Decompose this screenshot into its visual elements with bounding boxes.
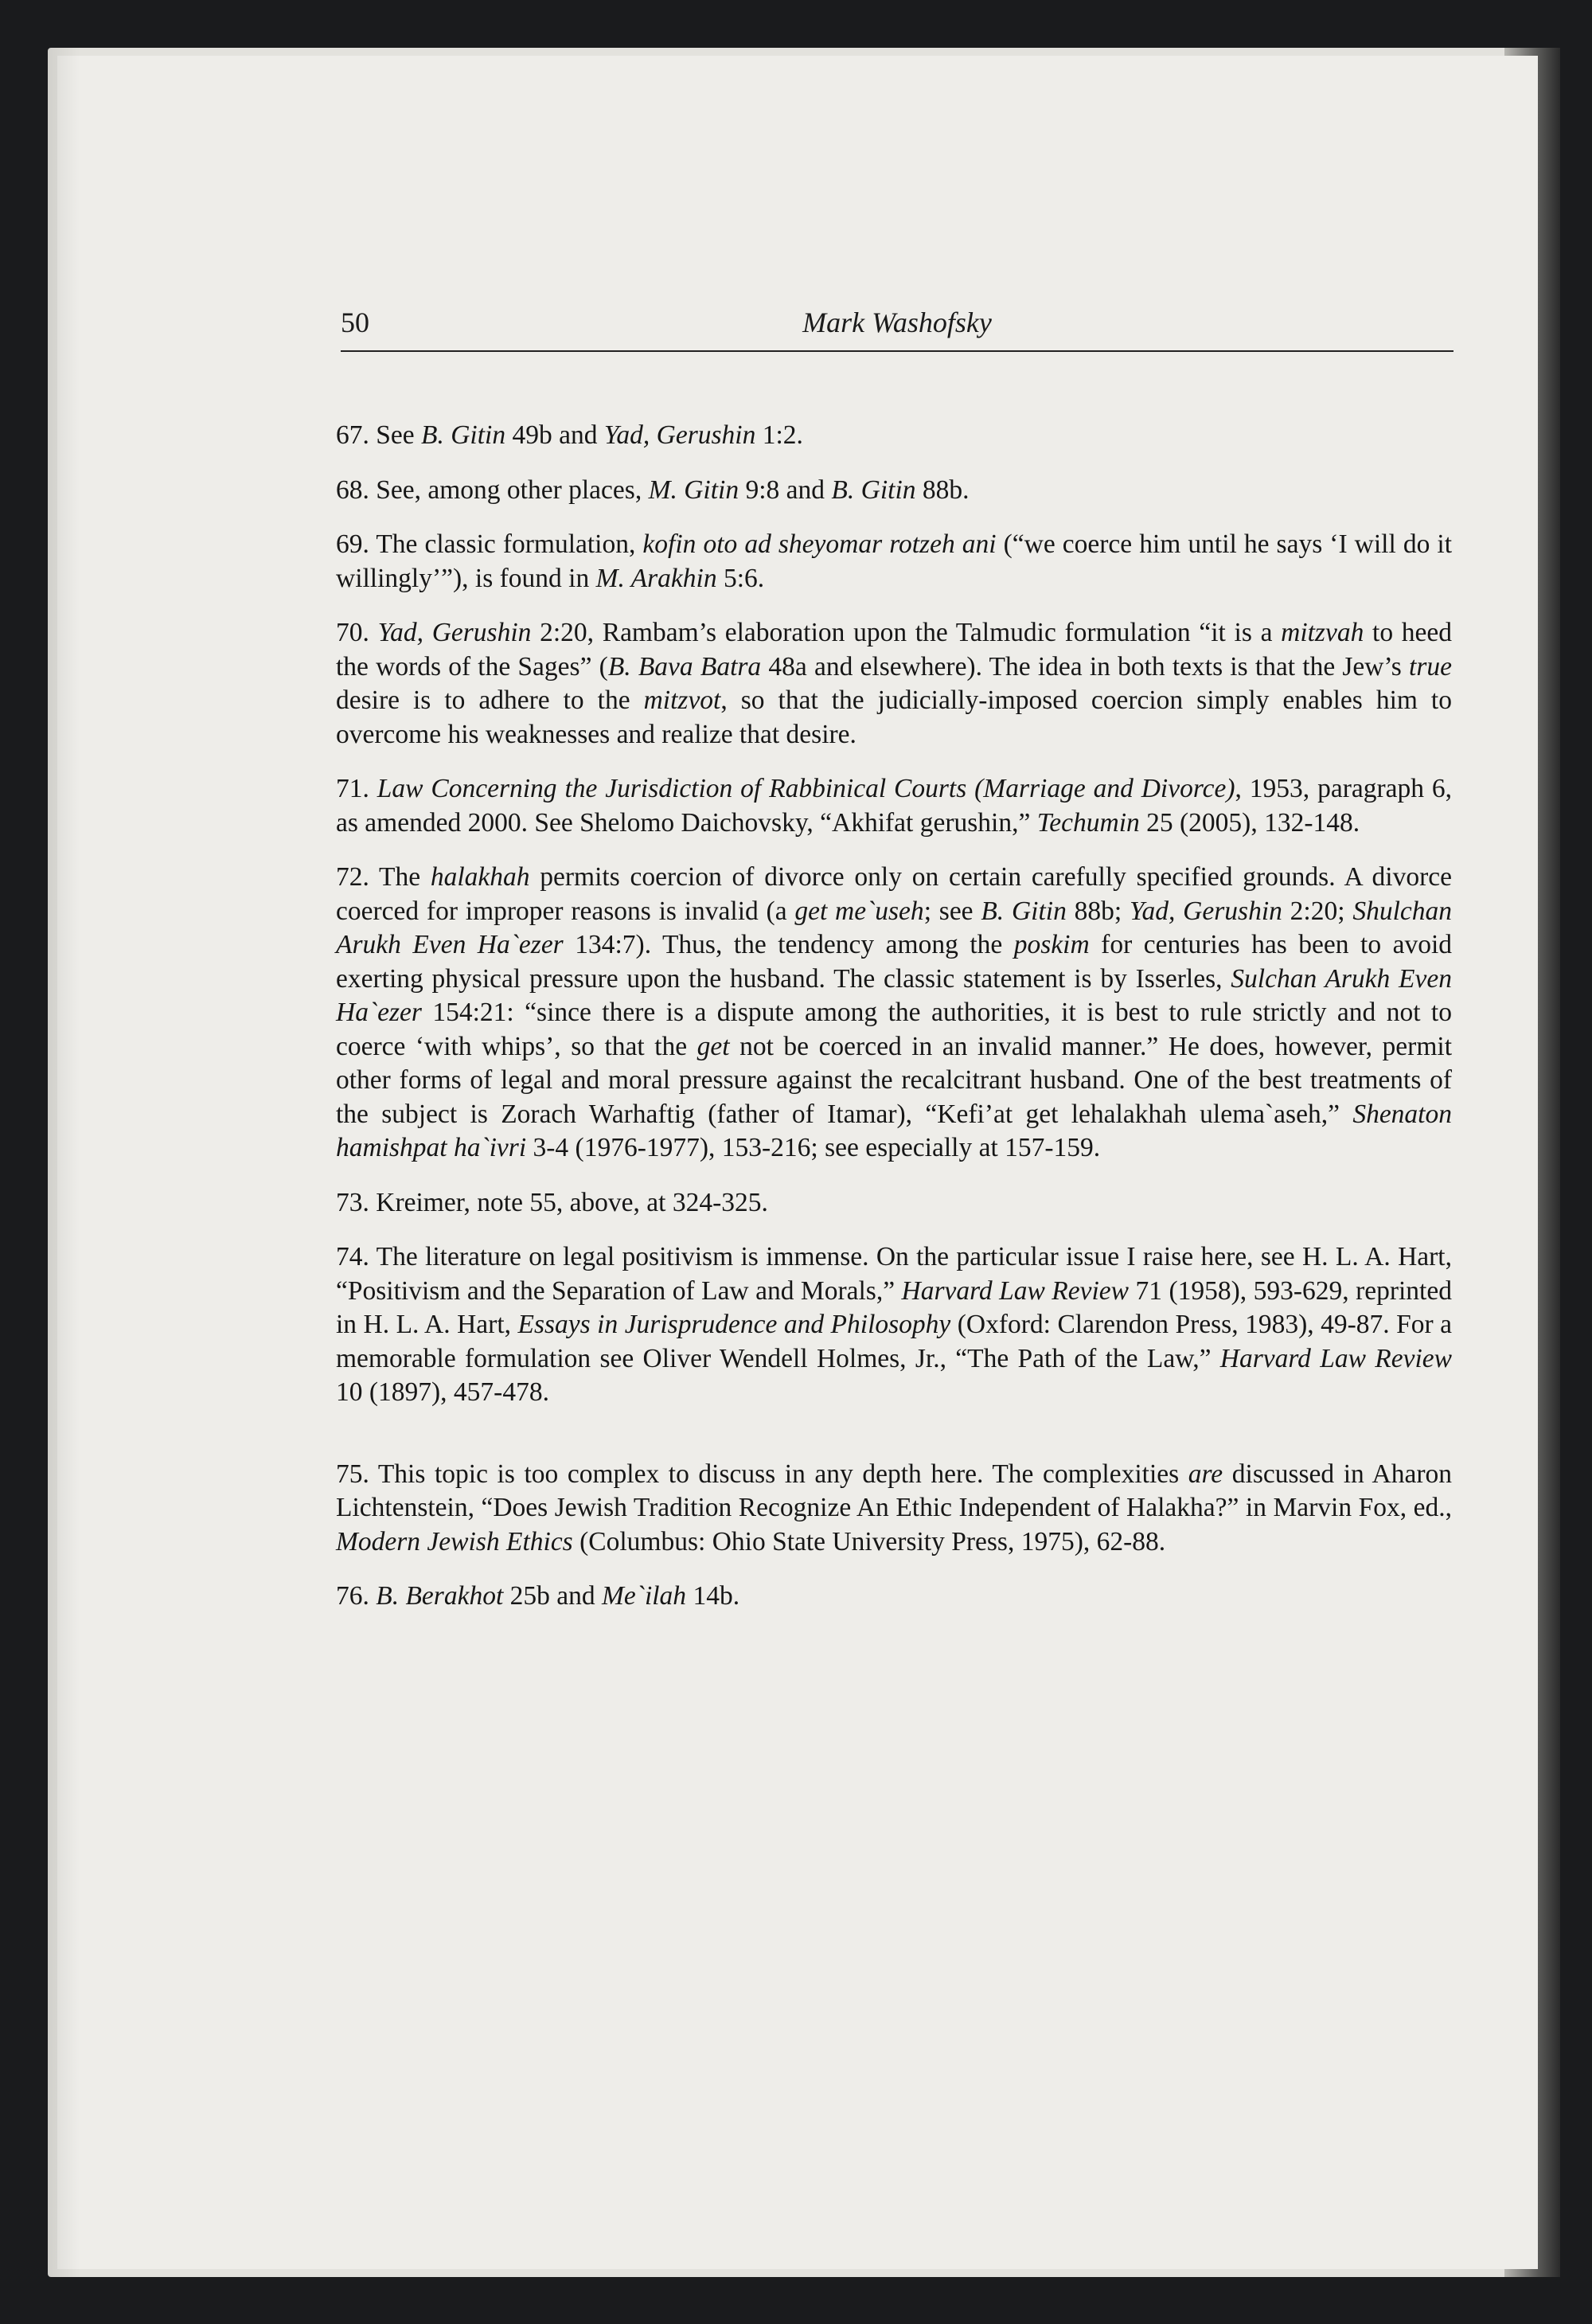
- footnote-text: permits coercion of divorce only on certain carefully specified grounds. A divorce coerced for improper reasons is invalid (a: [336, 862, 1452, 926]
- footnote-italic-text: Essays in Jurisprudence and Philosophy: [517, 1310, 951, 1339]
- footnote-italic-text: Harvard Law Review: [901, 1275, 1130, 1306]
- footnote-italic-text: poskim: [1013, 930, 1090, 959]
- footnote-italic-text: B. Gitin: [981, 896, 1067, 926]
- footnote-italic-text: M. Arakhin: [595, 563, 717, 593]
- footnote-text: 67. See: [336, 420, 421, 450]
- footnote-text: 71.: [336, 774, 377, 803]
- footnote-text: 154:21: “since there is a dispute among the authorities, it is best to rule strictly and not to coerce ‘with whips’, so that the: [336, 998, 1452, 1061]
- footnote-italic-text: Shenaton hamishpat ha`ivri: [336, 1099, 1452, 1162]
- footnote-text: 2:20;: [1282, 896, 1353, 926]
- footnote-text: 76.: [336, 1581, 377, 1611]
- footnote-text: 70.: [336, 618, 378, 647]
- footnote-italic-text: are: [1188, 1459, 1223, 1489]
- running-head: [341, 306, 1453, 352]
- footnote-text: , 1953, paragraph 6, as amended 2000. See Shelomo Daichovsky, “Akhifat gerushin,”: [336, 774, 1453, 838]
- spine-shadow: [48, 48, 80, 2277]
- footnote-text: 75. This topic is too complex to discuss in any depth here. The complexities: [336, 1459, 1188, 1489]
- footnote-text: desire is to adhere to the: [336, 685, 644, 715]
- footnote-italic-text: halakhah: [430, 862, 530, 892]
- footnote-text: 68. See, among other places,: [336, 475, 649, 505]
- footnote-73: [336, 1186, 1452, 1221]
- footnote-text: ; see: [923, 896, 981, 926]
- footnotes: [336, 419, 1452, 1635]
- footnote-74: [336, 1240, 1452, 1410]
- footnote-italic-text: Harvard Law Review: [1219, 1343, 1452, 1373]
- footnote-text: not be coerced in an invalid manner.” He does, however, permit other forms of legal and moral pressure against the recalcitrant husband. One of the best treatments of the subject is Zorach Warhaftig (father of Itamar), “Kefi’at get lehalakhah ulema`aseh,”: [336, 1031, 1453, 1129]
- footnote-text: 73. Kreimer, note 55, above, at 324-325.: [336, 1187, 768, 1217]
- footnote-text: 69. The classic formulation,: [336, 529, 643, 559]
- footnote-italic-text: kofin oto ad sheyomar rotzeh ani: [642, 529, 997, 559]
- running-head-author: Mark Washofsky: [802, 307, 992, 338]
- footnote-italic-text: mitzvot: [643, 685, 721, 715]
- footnote-text: 88b.: [915, 475, 970, 505]
- footnote-text: 48a and elsewhere). The idea in both texts is that the Jew’s: [761, 651, 1410, 682]
- footnote-italic-text: B. Berakhot: [376, 1581, 504, 1611]
- footnote-italic-text: B. Bava Batra: [607, 651, 762, 682]
- footnote-text: 72. The: [336, 862, 431, 892]
- footnote-text: 25b and: [503, 1581, 603, 1611]
- footnote-text: 3-4 (1976-1977), 153-216; see especially at 157-159.: [526, 1133, 1101, 1162]
- footnote-italic-text: Yad, Gerushin: [1129, 896, 1282, 926]
- footnote-italic-text: mitzvah: [1281, 618, 1364, 647]
- footnote-italic-text: Modern Jewish Ethics: [336, 1526, 573, 1556]
- footnote-text: to heed the words of the Sages” (: [336, 618, 1453, 682]
- footnote-70: [336, 616, 1452, 752]
- footnote-italic-text: B. Gitin: [831, 475, 916, 505]
- footnote-75: [336, 1458, 1452, 1560]
- footnote-67: [336, 419, 1452, 453]
- footnote-text: (“we coerce him until he says ‘I will do it willingly’”), is found in: [336, 529, 1453, 593]
- footnote-76: [336, 1580, 1452, 1614]
- footnote-text: 49b and: [505, 420, 604, 450]
- footnote-text: 134:7). Thus, the tendency among the: [563, 930, 1014, 959]
- footnote-text: 88b;: [1066, 896, 1130, 926]
- footnote-text: 2:20, Rambam’s elaboration upon the Talmudic formulation “it is a: [531, 618, 1282, 647]
- footnote-italic-text: Sulchan Arukh Even Ha`ezer: [336, 963, 1452, 1027]
- page-number: 50: [341, 307, 369, 338]
- footnote-italic-text: get me`useh: [794, 896, 924, 926]
- footnote-text: for centuries has been to avoid exerting physical pressure upon the husband. The classic statement is by Isserles,: [336, 930, 1452, 994]
- footnote-italic-text: Yad, Gerushin: [603, 420, 756, 450]
- footnote-68: [336, 474, 1452, 508]
- footnote-text: 14b.: [686, 1581, 740, 1611]
- footnote-text: 74. The literature on legal positivism is immense. On the particular issue I raise here, see H. L. A. Hart, “Positivism and the Separation of Law and Morals,”: [336, 1242, 1452, 1306]
- footnote-italic-text: B. Gitin: [421, 420, 506, 450]
- footnote-italic-text: Me`ilah: [602, 1581, 687, 1611]
- footnote-text: discussed in Aharon Lichtenstein, “Does Jewish Tradition Recognize An Ethic Independent of Halakha?” in Marvin Fox, ed.,: [336, 1459, 1452, 1522]
- footnote-text: 5:6.: [716, 563, 765, 593]
- footnote-text: 25 (2005), 132-148.: [1139, 807, 1360, 838]
- footnote-italic-text: get: [696, 1031, 730, 1061]
- footnote-text: 71 (1958), 593-629, reprinted in H. L. A. Hart,: [336, 1275, 1452, 1339]
- footnote-text: (Columbus: Ohio State University Press, 1975), 62-88.: [572, 1526, 1166, 1556]
- footnote-71: [336, 772, 1452, 840]
- footnote-text: (Oxford: Clarendon Press, 1983), 49-87. For a memorable formulation see Oliver Wendell Holmes, Jr., “The Path of the Law,”: [336, 1310, 1452, 1373]
- footnote-69: [336, 528, 1452, 596]
- footnote-text: 10 (1897), 457-478.: [336, 1377, 549, 1407]
- footnote-italic-text: Shulchan Arukh Even Ha`ezer: [336, 896, 1452, 959]
- footnote-italic-text: Law Concerning the Jurisdiction of Rabbinical Courts (Marriage and Divorce): [377, 774, 1235, 803]
- footnote-italic-text: Yad, Gerushin: [377, 618, 532, 647]
- footnote-italic-text: Techumin: [1036, 807, 1140, 838]
- footnote-italic-text: true: [1409, 651, 1452, 682]
- footnote-text: , so that the judicially-imposed coercion simply enables him to overcome his weaknesses and realize that desire.: [336, 685, 1452, 749]
- footnote-italic-text: M. Gitin: [648, 475, 739, 505]
- footnote-text: 1:2.: [755, 420, 803, 450]
- footnote-text: 9:8 and: [739, 475, 832, 505]
- footnote-72: [336, 861, 1452, 1166]
